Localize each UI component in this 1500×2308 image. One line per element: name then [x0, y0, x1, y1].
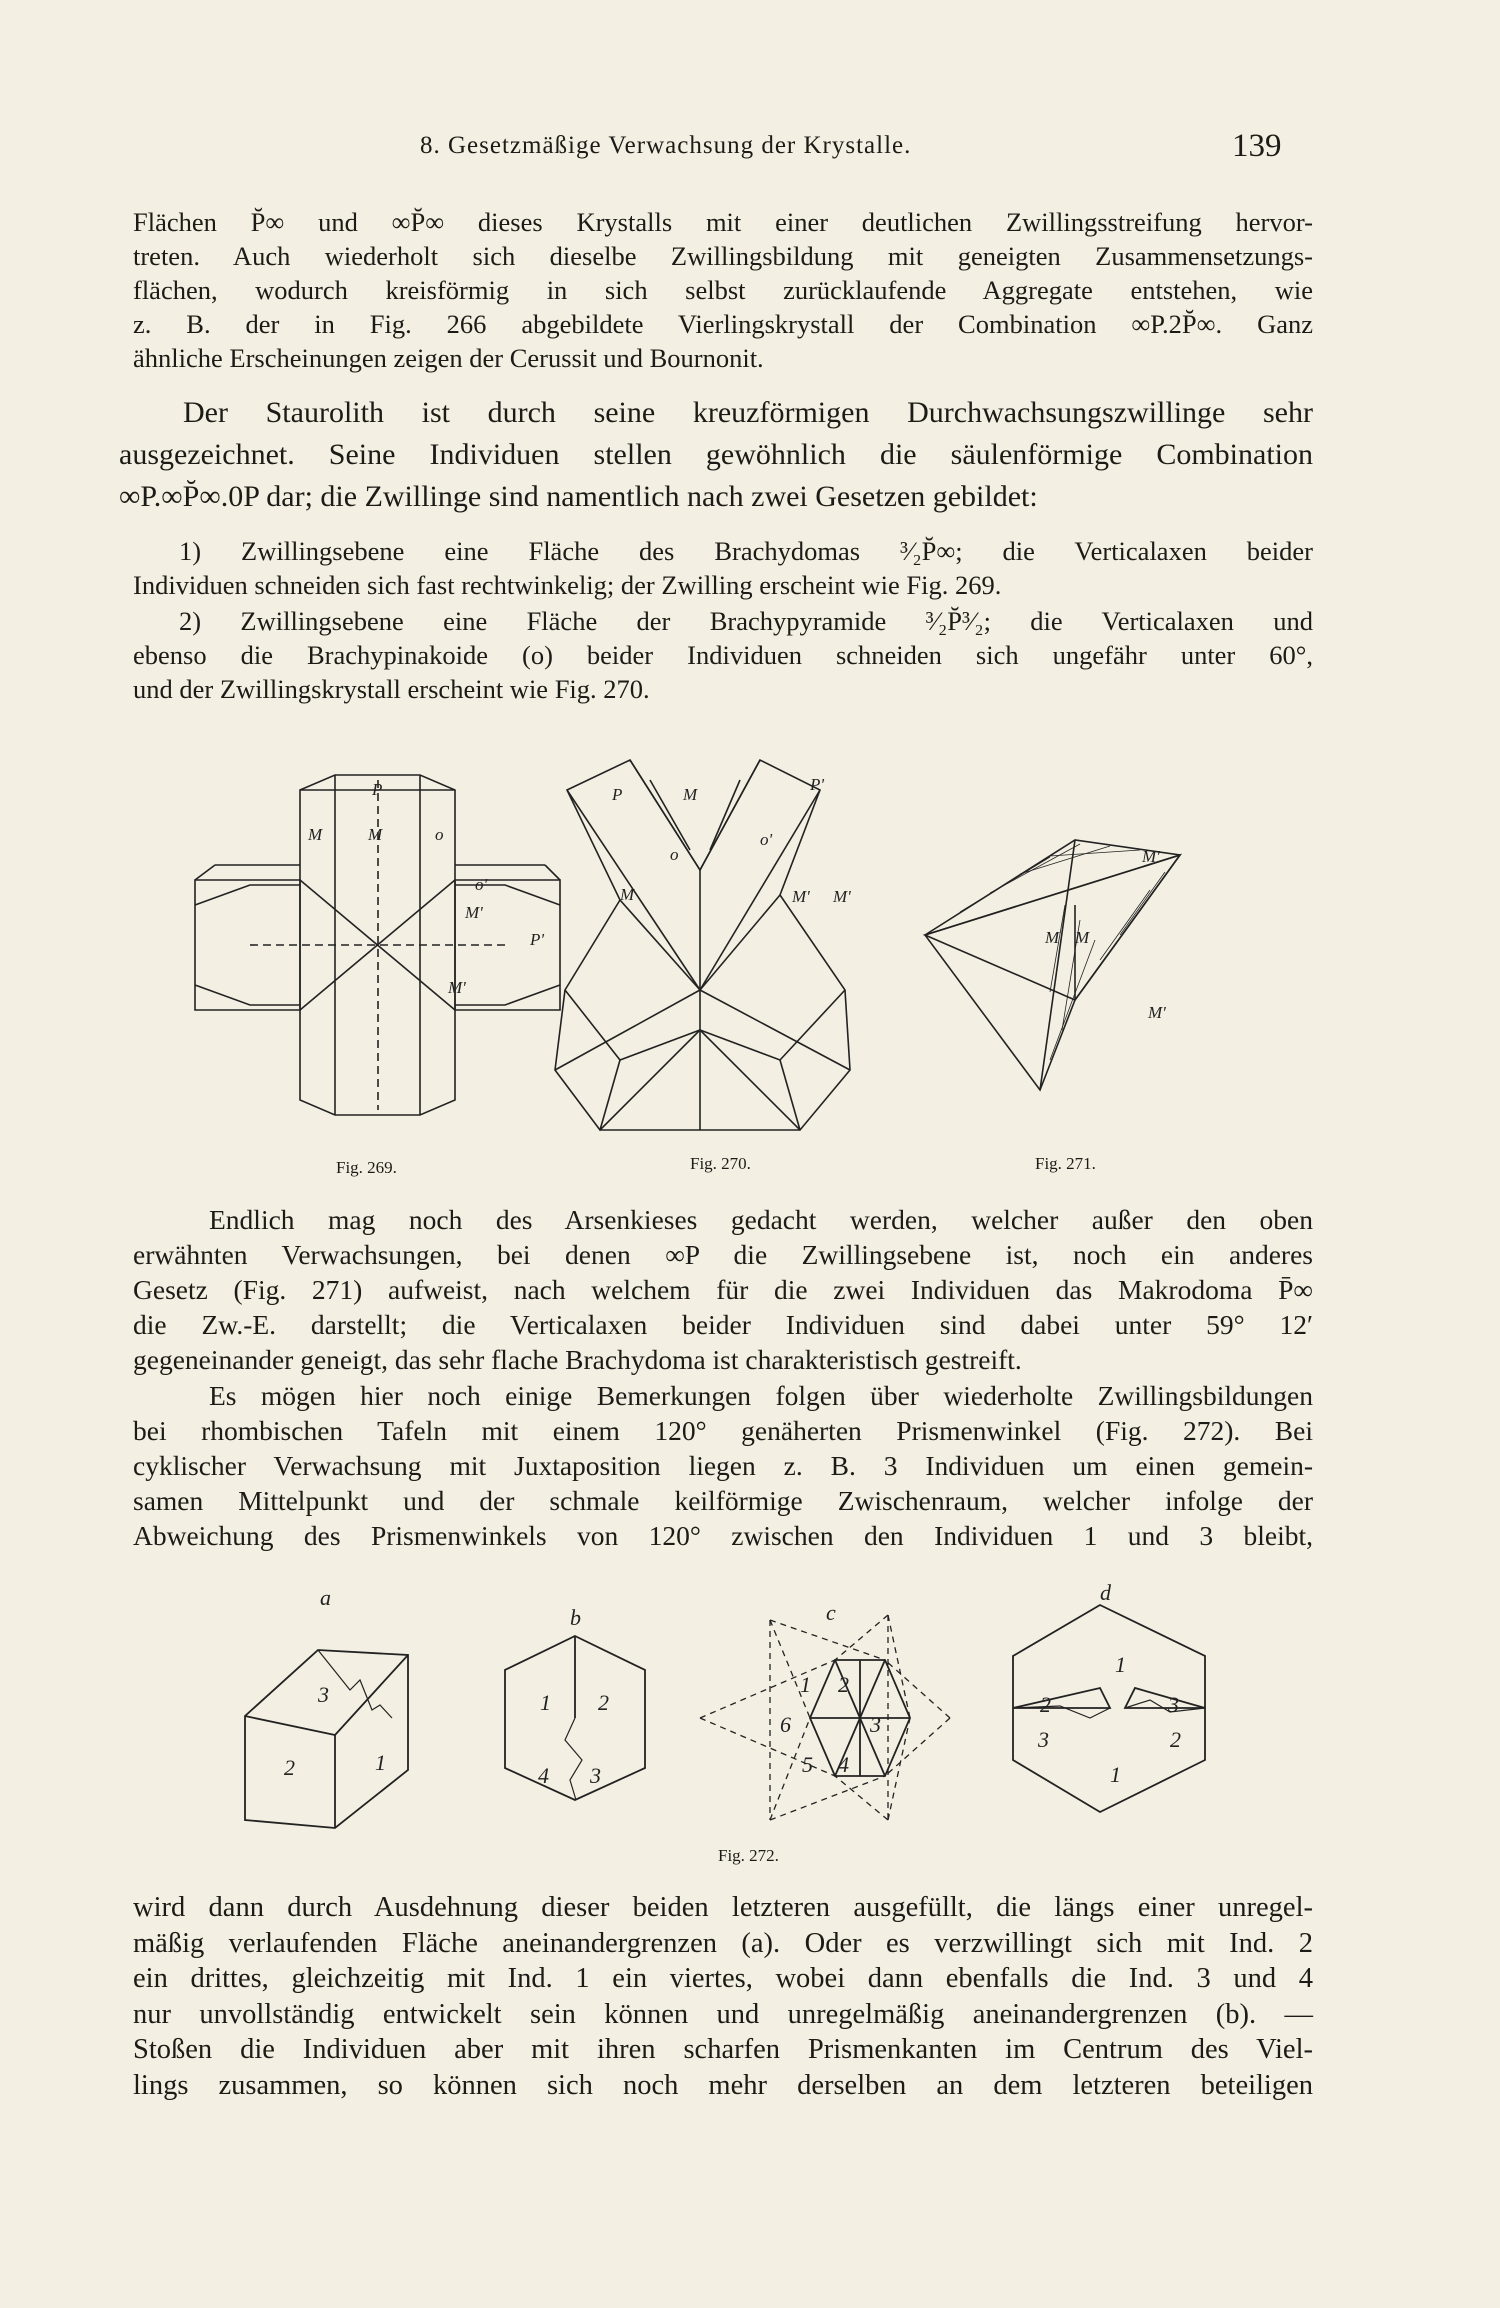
fig270-label: o [670, 845, 679, 864]
running-header [0, 128, 1500, 168]
text-line: Individuen schneiden sich fast rechtwinkelig; der Zwilling erscheint wie Fig. 269. [133, 570, 1002, 600]
page-number: 139 [1232, 128, 1282, 164]
caption-fig-270: Fig. 270. [690, 1154, 751, 1173]
fig-272b-drawing [505, 1636, 645, 1800]
fig272-label: 1 [540, 1690, 551, 1715]
paragraph-4 [133, 604, 1313, 706]
text-line: z. B. der in Fig. 266 abgebildete Vierlingskrystall der Combination ∞P.2P̆∞. Ganz [133, 309, 1313, 339]
fig272-label: 6 [780, 1712, 791, 1737]
text-line: ∞P.∞P̆∞.0P dar; die Zwillinge sind namentlich nach zwei Gesetzen gebildet: [119, 480, 1038, 513]
fig272-sublabel: a [320, 1585, 331, 1610]
fig270-label: M [683, 785, 698, 804]
fig272-sublabel: b [570, 1605, 581, 1630]
paragraph-3 [133, 534, 1313, 602]
fig-269-drawing [195, 775, 560, 1115]
text-line: 2) Zwillingsebene eine Fläche der Brachypyramide ³⁄₂P̆³⁄₂; die Verticalaxen und [179, 606, 1313, 636]
text-line: 1) Zwillingsebene eine Fläche des Brachydomas ³⁄₂P̆∞; die Verticalaxen beider [179, 536, 1313, 566]
text-line: und der Zwillingskrystall erscheint wie Fig. 270. [133, 674, 650, 704]
fig270-label: o' [760, 830, 773, 849]
text-line: lings zusammen, so können sich noch mehr derselben an dem letzteren beteiligen [133, 2069, 1313, 2101]
text-line: samen Mittelpunkt und der schmale keilförmige Zwischenraum, welcher infolge der [133, 1485, 1313, 1516]
fig269-label: P [372, 780, 383, 799]
fig269-label: M' [448, 978, 466, 997]
fig272-label: 1 [375, 1750, 386, 1775]
text-line: Stoßen die Individuen aber mit ihren scharfen Prismenkanten im Centrum des Viel- [133, 2034, 1313, 2065]
fig272-label: 3 [1168, 1692, 1179, 1717]
fig271-label: M' [1148, 1003, 1166, 1022]
fig270-label: M' [833, 887, 851, 906]
fig-272c-drawing [700, 1615, 950, 1820]
fig272-label: 2 [284, 1755, 295, 1780]
fig270-label: P' [810, 775, 825, 794]
paragraph-2 [119, 392, 1313, 518]
fig272-label: 3 [318, 1682, 329, 1707]
fig272-label: 1 [1110, 1762, 1121, 1787]
fig272-label: 1 [1115, 1652, 1126, 1677]
paragraph-1 [133, 205, 1313, 375]
text-line: mäßig verlaufenden Fläche aneinandergrenzen (a). Oder es verzwillingt sich mit Ind. 2 [133, 1927, 1313, 1959]
header-title: 8. Gesetzmäßige Verwachsung der Krystalle. [420, 132, 912, 159]
text-line: Gesetz (Fig. 271) aufweist, nach welchem für die zwei Individuen das Makrodoma P̄∞ [133, 1274, 1313, 1305]
fig-270-drawing [555, 760, 850, 1130]
fig271-label: M' [1142, 847, 1160, 866]
fig269-label: P' [530, 930, 545, 949]
text-line: Abweichung des Prismenwinkels von 120° zwischen den Individuen 1 und 3 bleibt, [133, 1520, 1313, 1551]
fig272-label: 2 [1040, 1692, 1051, 1717]
fig-272a-drawing [245, 1650, 408, 1828]
text-line: erwähnten Verwachsungen, bei denen ∞P die Zwillingsebene ist, noch ein anderes [133, 1239, 1313, 1270]
fig271-label: M [1045, 928, 1060, 947]
fig270-label: M [620, 885, 635, 904]
text-line: die Zw.-E. darstellt; die Verticalaxen beider Individuen sind dabei unter 59° 12′ [133, 1309, 1313, 1340]
fig272-label: 4 [838, 1752, 849, 1777]
text-line: Es mögen hier noch einige Bemerkungen folgen über wiederholte Zwillingsbildungen [209, 1380, 1313, 1411]
fig-272d-drawing [1013, 1605, 1205, 1812]
text-line: cyklischer Verwachsung mit Juxtaposition liegen z. B. 3 Individuen um einen gemein- [133, 1450, 1313, 1481]
fig271-label: M [1075, 928, 1090, 947]
fig272-sublabel: d [1100, 1580, 1111, 1605]
text-line: flächen, wodurch kreisförmig in sich selbst zurücklaufende Aggregate entstehen, wie [133, 275, 1313, 305]
fig272-sublabel: c [826, 1600, 836, 1625]
caption-fig-272: Fig. 272. [718, 1846, 779, 1865]
fig269-label: o' [475, 875, 488, 894]
caption-fig-269: Fig. 269. [336, 1158, 397, 1177]
text-line: wird dann durch Ausdehnung dieser beiden letzteren ausgefüllt, die längs einer unregel- [133, 1892, 1313, 1923]
paragraph-7 [133, 1890, 1313, 2103]
fig269-label: o [435, 825, 444, 844]
fig272-label: 4 [538, 1763, 549, 1788]
fig272-label: 3 [1038, 1727, 1049, 1752]
fig272-label: 3 [870, 1712, 881, 1737]
text-line: ein drittes, gleichzeitig mit Ind. 1 ein viertes, wobei dann ebenfalls die Ind. 3 und 4 [133, 1963, 1313, 1994]
fig269-label: M [308, 825, 323, 844]
fig270-label: P [612, 785, 623, 804]
fig269-label: M' [465, 903, 483, 922]
fig269-label: M [368, 825, 383, 844]
caption-fig-271: Fig. 271. [1035, 1154, 1096, 1173]
text-line: gegeneinander geneigt, das sehr flache Brachydoma ist charakteristisch gestreift. [133, 1344, 1022, 1375]
fig270-label: M' [792, 887, 810, 906]
fig272-label: 2 [838, 1672, 849, 1697]
text-line: treten. Auch wiederholt sich dieselbe Zwillingsbildung mit geneigten Zusammensetzungs- [133, 241, 1313, 271]
fig272-label: 2 [1170, 1727, 1181, 1752]
fig272-label: 5 [802, 1752, 813, 1777]
text-line: ähnliche Erscheinungen zeigen der Cerussit und Bournonit. [133, 343, 764, 373]
fig272-label: 1 [800, 1672, 811, 1697]
text-line: ausgezeichnet. Seine Individuen stellen gewöhnlich die säulenförmige Combination [119, 438, 1313, 471]
text-line: Endlich mag noch des Arsenkieses gedacht werden, welcher außer den oben [209, 1204, 1313, 1235]
paragraph-6 [133, 1378, 1313, 1553]
text-line: Flächen P̆∞ und ∞P̆∞ dieses Krystalls mit einer deutlichen Zwillingsstreifung hervor- [133, 207, 1313, 237]
text-line: ebenso die Brachypinakoide (o) beider Individuen schneiden sich ungefähr unter 60°, [133, 640, 1313, 670]
text-line: Der Staurolith ist durch seine kreuzförmigen Durchwachsungszwillinge sehr [183, 396, 1313, 429]
paragraph-5 [133, 1202, 1313, 1377]
fig272-label: 2 [598, 1690, 609, 1715]
text-line: nur unvollständig entwickelt sein können und unregelmäßig aneinandergrenzen (b). — [133, 1998, 1313, 2030]
text-line: bei rhombischen Tafeln mit einem 120° genäherten Prismenwinkel (Fig. 272). Bei [133, 1415, 1313, 1446]
fig272-label: 3 [590, 1763, 601, 1788]
fig-271-drawing [925, 840, 1180, 1090]
